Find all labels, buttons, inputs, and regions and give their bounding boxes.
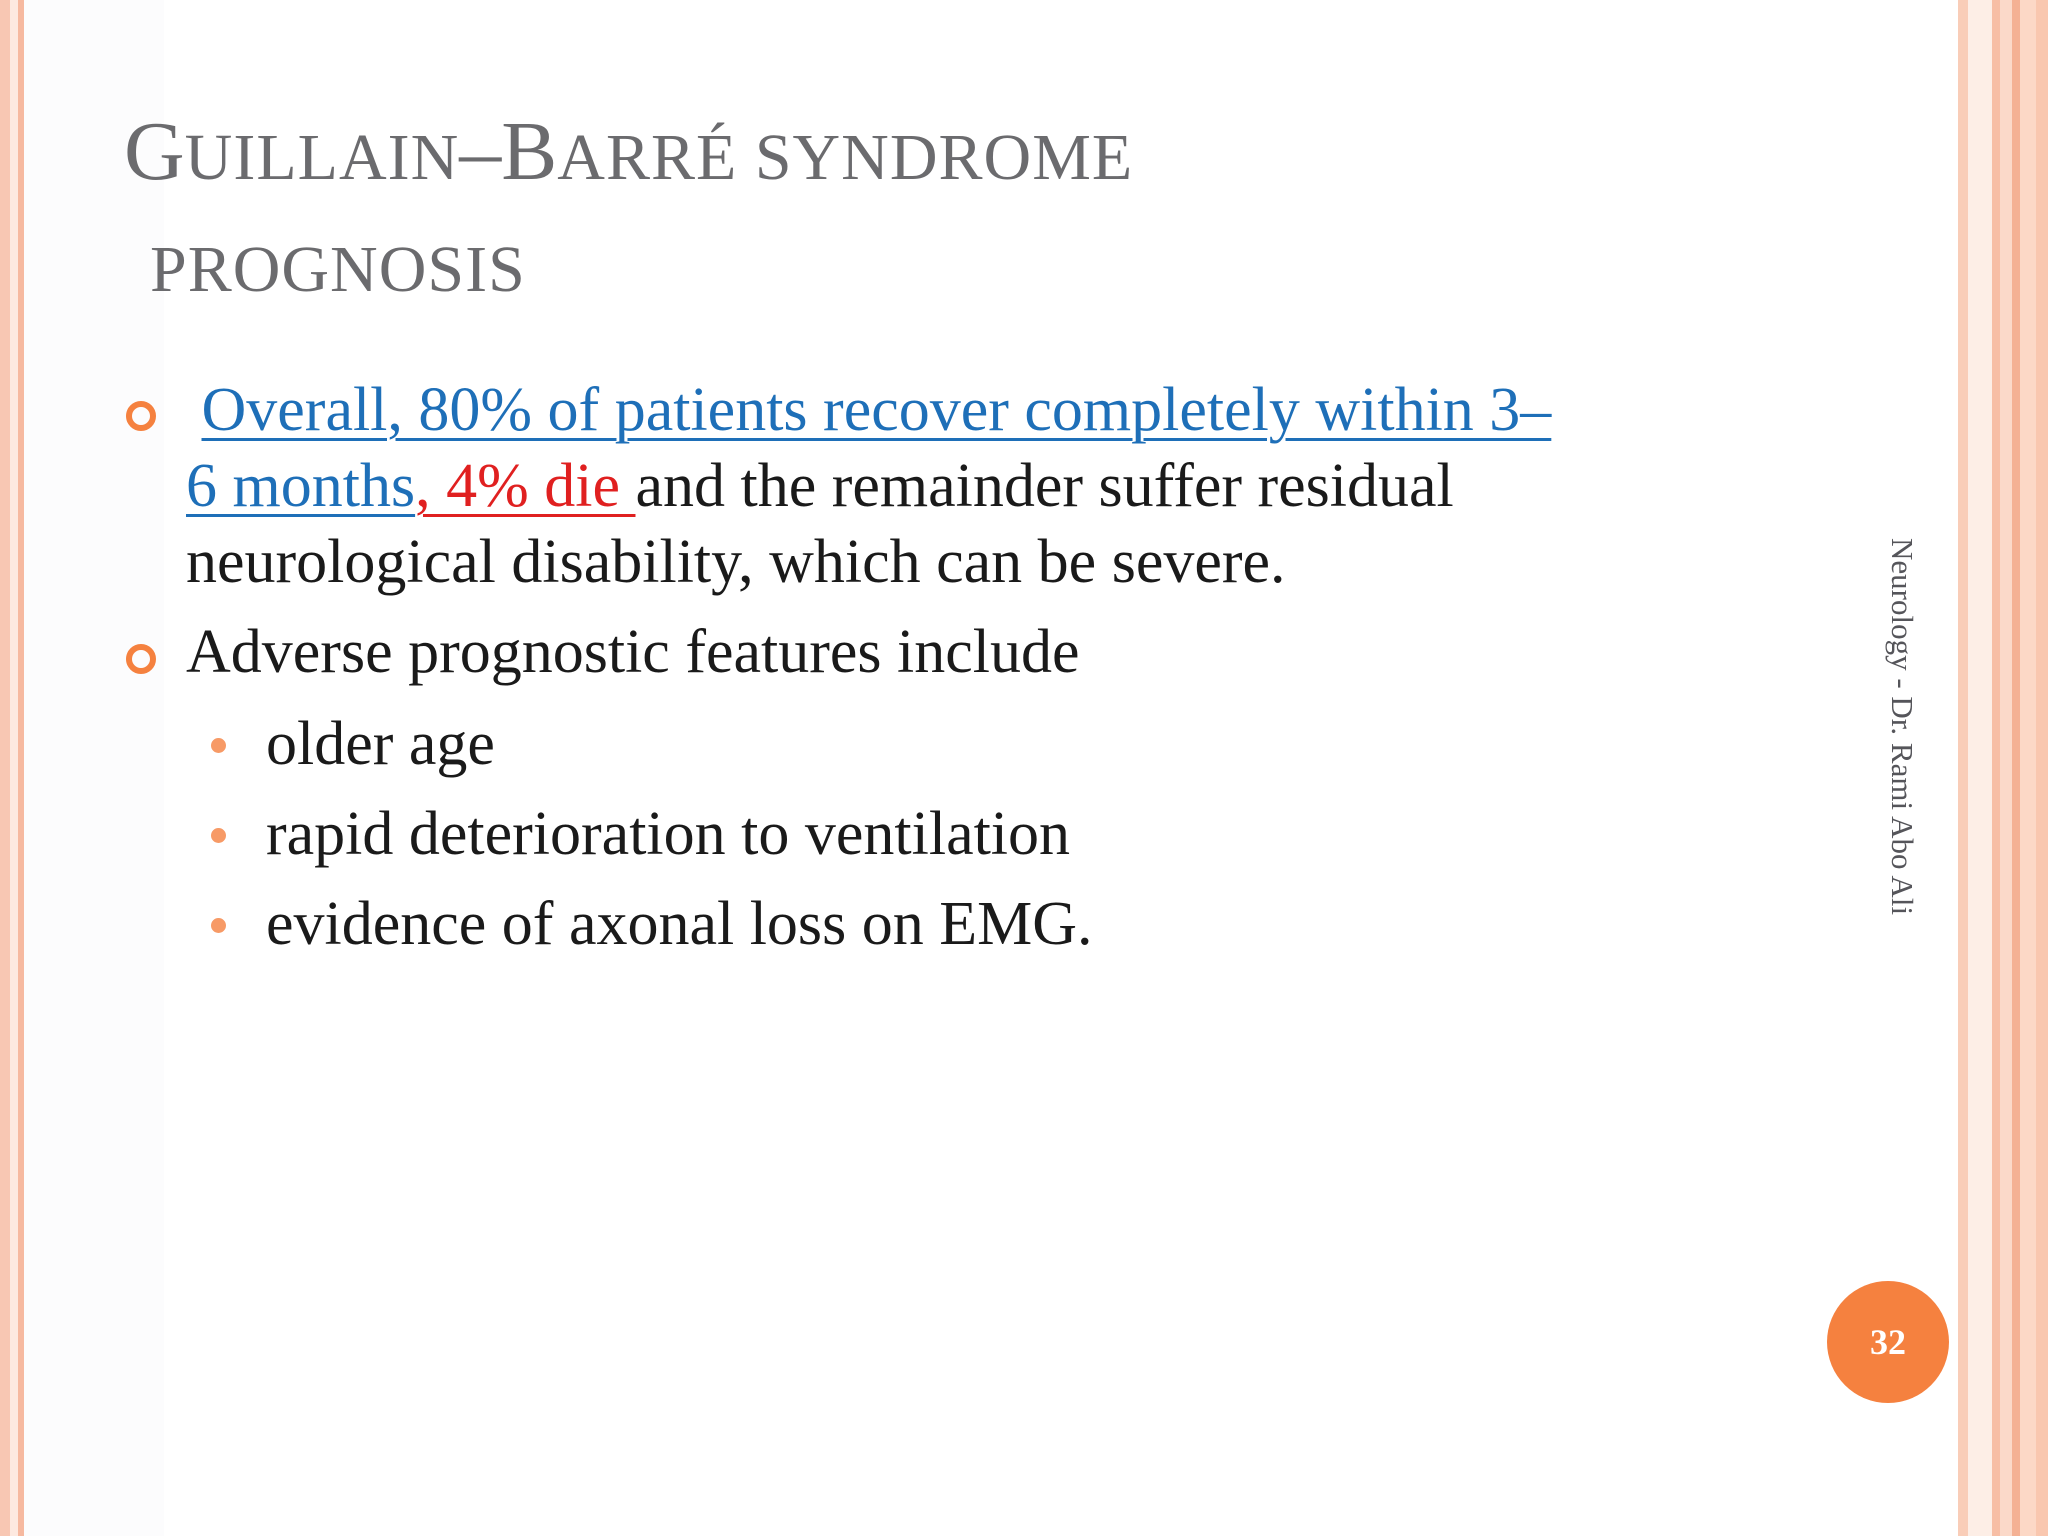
author-footer: Neurology - Dr. Rami Abo Ali (1885, 538, 1920, 916)
recovery-link[interactable]: Overall, 80% of patients recover completely within 3– (201, 376, 1552, 444)
bullet-1-text: and the remainder suffer residual (635, 452, 1454, 520)
right-border-stripe (2000, 0, 2012, 1536)
bullet-1-line-1 (186, 372, 1551, 448)
title-smallcaps: SYNDROME (737, 121, 1134, 194)
right-border-stripe (2036, 0, 2048, 1536)
page-number-badge: 32 (1827, 1281, 1949, 1403)
left-border-stripe (10, 0, 18, 1536)
bullet-1-line-3: neurological disability, which can be severe. (186, 528, 1286, 596)
recovery-link[interactable]: 6 months (186, 452, 416, 520)
slide-subtitle: PROGNOSIS (150, 233, 526, 306)
sub-bullet-3: evidence of axonal loss on EMG. (266, 890, 1093, 958)
slide-title (124, 105, 1134, 198)
right-border-stripe (1968, 0, 1992, 1536)
bullet-1-line-2 (186, 448, 1454, 524)
mortality-link[interactable]: , 4% die (415, 452, 636, 520)
left-panel-shade (24, 0, 164, 1536)
right-border-stripe (2020, 0, 2036, 1536)
right-border-stripe (1992, 0, 2000, 1536)
sub-bullet-2: rapid deterioration to ventilation (266, 800, 1071, 868)
right-border-stripe (1958, 0, 1968, 1536)
sub-bullet-1: older age (266, 710, 495, 778)
bullet-ring-icon (126, 401, 156, 431)
left-border-stripe (0, 0, 10, 1536)
bullet-2-text: Adverse prognostic features include (186, 618, 1080, 686)
sub-bullet-dot-icon (211, 738, 226, 753)
title-initial: G (124, 105, 185, 198)
title-smallcaps: ARRÉ (557, 121, 738, 194)
title-initial: –B (459, 105, 558, 198)
sub-bullet-dot-icon (211, 918, 226, 933)
right-border-stripe (2012, 0, 2020, 1536)
title-smallcaps: UILLAIN (184, 121, 460, 194)
bullet-ring-icon (126, 644, 156, 674)
sub-bullet-dot-icon (211, 828, 226, 843)
